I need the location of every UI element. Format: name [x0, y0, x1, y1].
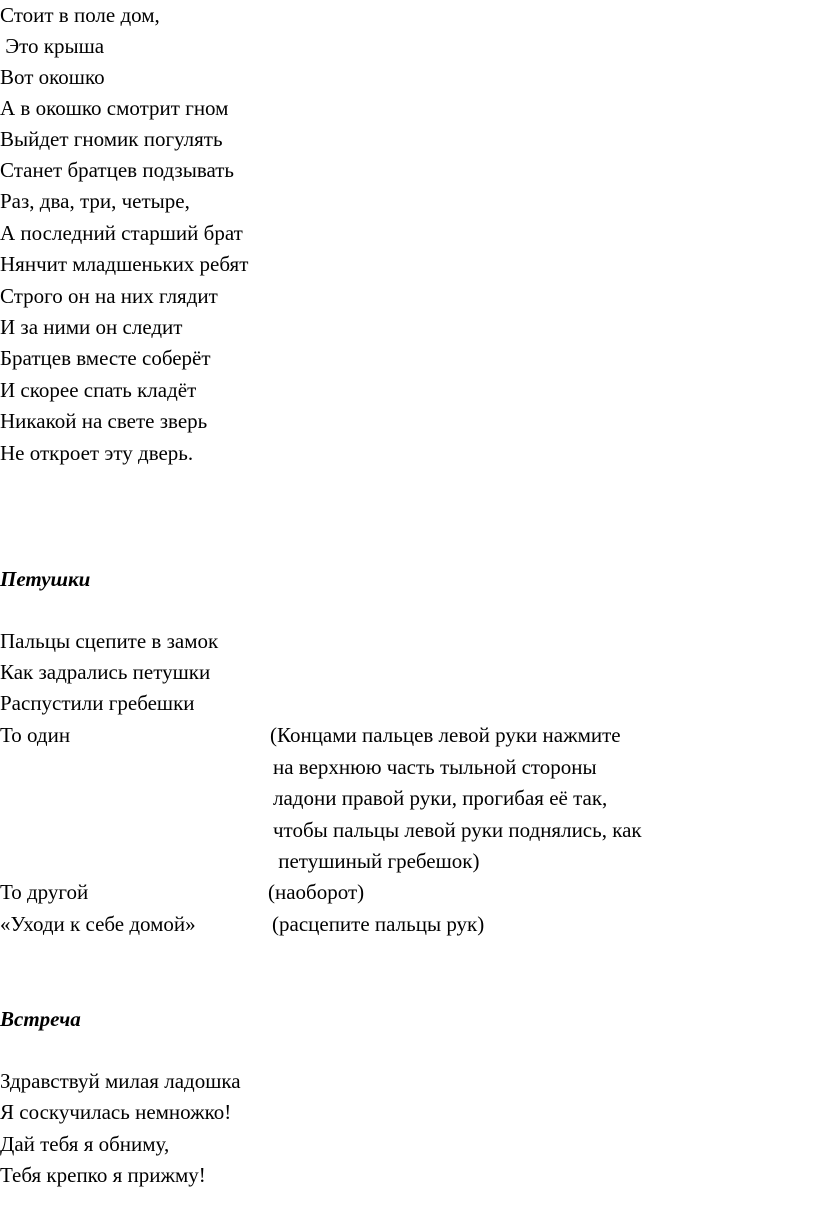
- poem1-line: И за ними он следит: [0, 315, 183, 339]
- poem2-title: Петушки: [0, 567, 91, 591]
- poem2-note: (расцепите пальцы рук): [272, 912, 485, 936]
- poem3-title: Встреча: [0, 1007, 81, 1031]
- poem2-line: То другой: [0, 880, 89, 904]
- poem1-line: Никакой на свете зверь: [0, 409, 208, 433]
- poem2-note: чтобы пальцы левой руки поднялись, как: [273, 818, 642, 842]
- poem2-note: (Концами пальцев левой руки нажмите: [270, 723, 621, 747]
- poem1-line: Братцев вместе соберёт: [0, 346, 211, 370]
- poem1-line: Станет братцев подзывать: [0, 158, 234, 182]
- poem2-note: на верхнюю часть тыльной стороны: [273, 755, 597, 779]
- poem1-line: Нянчит младшеньких ребят: [0, 252, 249, 276]
- poem1-line: А в окошко смотрит гном: [0, 96, 229, 120]
- poem1-line: Вот окошко: [0, 65, 105, 89]
- poem3-line: Здравствуй милая ладошка: [0, 1069, 241, 1093]
- poem1-line: Это крыша: [0, 34, 105, 58]
- poem1-line: Не откроет эту дверь.: [0, 441, 194, 465]
- poem2-note: ладони правой руки, прогибая её так,: [273, 786, 608, 810]
- poem1-line: А последний старший брат: [0, 221, 243, 245]
- poem2-line: «Уходи к себе домой»: [0, 912, 196, 936]
- poem1-line: Раз, два, три, четыре,: [0, 189, 190, 213]
- poem2-line: То один: [0, 723, 71, 747]
- poem2-line: Распустили гребешки: [0, 691, 195, 715]
- poem1-line: И скорее спать кладёт: [0, 378, 197, 402]
- poem2-note: петушиный гребешок): [273, 849, 480, 873]
- poem2-line: Пальцы сцепите в замок: [0, 629, 219, 653]
- poem3-line: Дай тебя я обниму,: [0, 1132, 170, 1156]
- poem1-line: Строго он на них глядит: [0, 284, 218, 308]
- poem1-line: Стоит в поле дом,: [0, 3, 160, 27]
- poem1-line: Выйдет гномик погулять: [0, 127, 223, 151]
- poem2-line: Как задрались петушки: [0, 660, 211, 684]
- poem2-note: (наоборот): [268, 880, 365, 904]
- poem3-line: Я соскучилась немножко!: [0, 1100, 232, 1124]
- poem3-line: Тебя крепко я прижму!: [0, 1163, 206, 1187]
